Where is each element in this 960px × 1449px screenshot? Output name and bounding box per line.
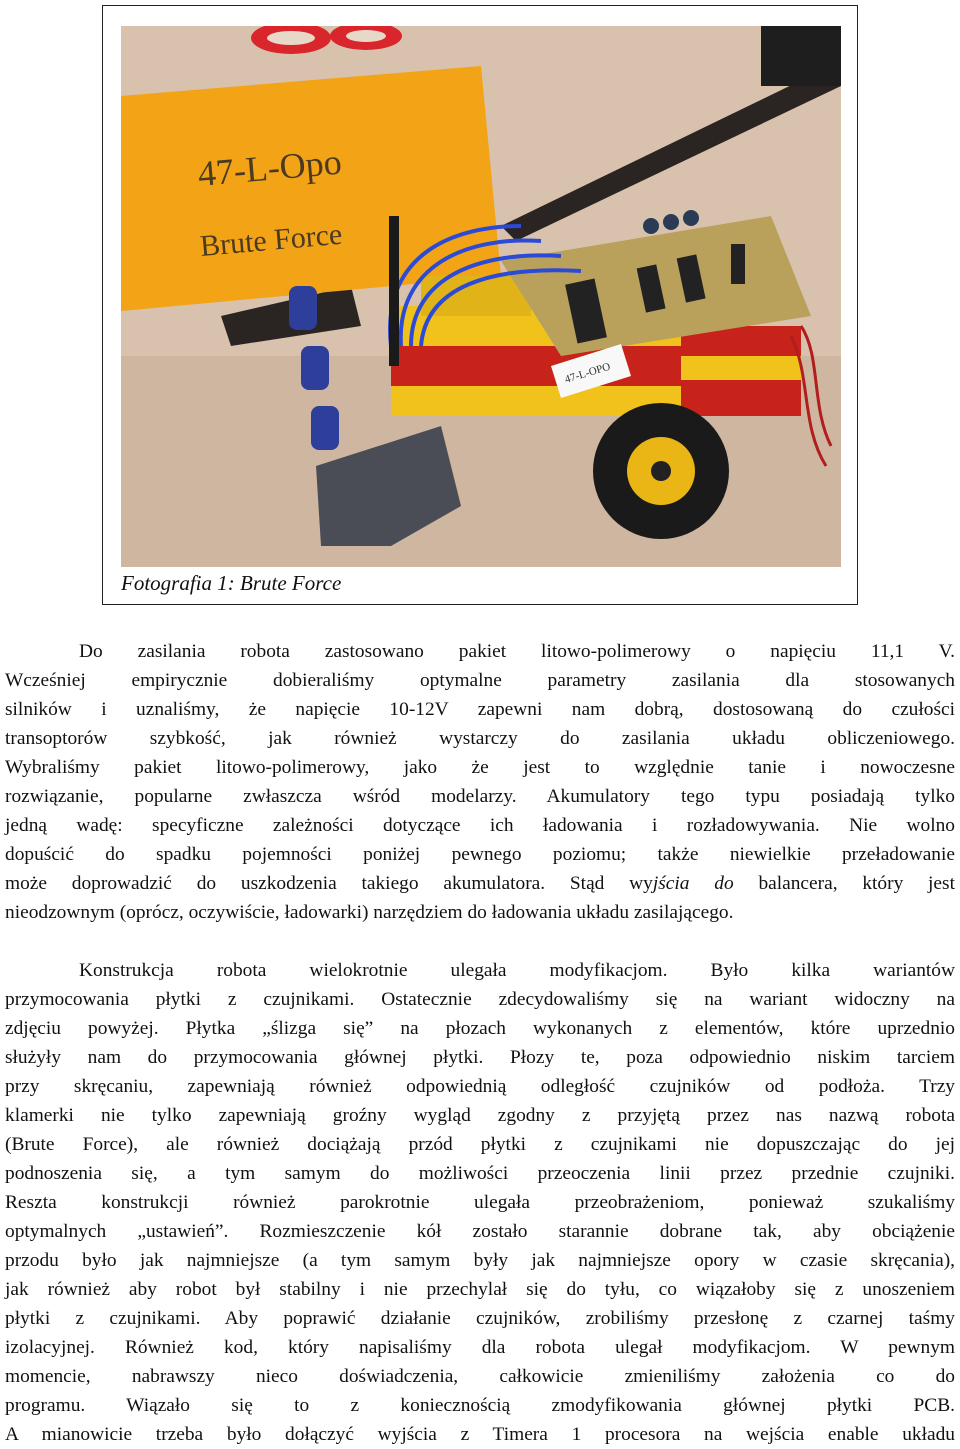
text-line: optymalnych „ustawień”. Rozmieszczenie kół zostało starannie dobrane tak, aby obciążenie [5, 1221, 955, 1242]
text-line: zdjęciu powyżej. Płytka „ślizga się” na płozach wykonanych z elementów, które uprzednio [5, 1018, 955, 1039]
sign-code-text: 47-L-Opo [196, 141, 344, 194]
text-line: podnoszenia się, a tym samym do możliwości przeoczenia linii przez przednie czujniki. [5, 1163, 955, 1184]
text-line: momencie, nabrawszy nieco doświadczenia, całkowicie zmieniliśmy założenia co do [5, 1366, 955, 1387]
text-line: programu. Wiązało się to z koniecznością zmodyfikowania głównej płytki PCB. [5, 1395, 955, 1416]
sign-name-text: Brute Force [198, 217, 344, 263]
text-line: (Brute Force), ale również dociążają przód płytki z czujnikami nie dopuszczając do jej [5, 1134, 955, 1155]
text-line: Konstrukcja robota wielokrotnie ulegała modyfikacjom. Było kilka wariantów [79, 960, 955, 981]
text-line: Wybraliśmy pakiet litowo-polimerowy, jako że jest to względnie tanie i nowoczesne [5, 757, 955, 778]
robot-photo [121, 26, 841, 567]
text-line: Wcześniej empirycznie dobieraliśmy optymalne parametry zasilania dla stosowanych [5, 670, 955, 691]
text-line: służyły nam do przymocowania głównej płytki. Płozy te, poza odpowiednio niskim tarciem [5, 1047, 955, 1068]
text-segment: balancera, który jest [733, 873, 955, 894]
text-line [5, 869, 955, 898]
text-line: silników i uznaliśmy, że napięcie 10-12V zapewni nam dobrą, dostosowaną do czułości [5, 699, 955, 720]
figure-caption: Fotografia 1: Brute Force [121, 571, 342, 595]
figure-frame [102, 5, 858, 605]
text-line: izolacyjnej. Również kod, który napisaliśmy dla robota ulegał modyfikacjom. W pewnym [5, 1337, 955, 1358]
text-line: Reszta konstrukcji również parokrotnie ulegała przeobrażeniom, ponieważ szukaliśmy [5, 1192, 955, 1213]
text-line: klamerki nie tylko zapewniają groźny wygląd zgodny z przyjętą przez nas nazwą robota [5, 1105, 955, 1126]
italic-text: jścia do [652, 873, 734, 894]
text-segment: może doprowadzić do uszkodzenia takiego akumulatora. Stąd wy [5, 873, 653, 894]
text-line: Do zasilania robota zastosowano pakiet litowo-polimerowy o napięciu 11,1 V. [79, 641, 955, 662]
text-line: przy skręcaniu, zapewniają również odpowiednią odległość czujników od podłoża. Trzy [5, 1076, 955, 1097]
text-line: płytki z czujnikami. Aby poprawić działanie czujników, zrobiliśmy przesłonę z czarnej taśmy [5, 1308, 955, 1329]
text-line: nieodzownym (oprócz, oczywiście, ładowarki) narzędziem do ładowania układu zasilającego. [5, 902, 734, 923]
text-line: transoptorów szybkość, jak również wystarczy do zasilania układu obliczeniowego. [5, 728, 955, 749]
robot-label-text: 47-L-OPO [563, 360, 612, 386]
text-line: jedną wadę: specyficzne zależności dotyczące ich ładowania i rozładowywania. Nie wolno [5, 815, 955, 836]
paragraph-power-supply [5, 637, 955, 927]
text-line: rozwiązanie, popularne zwłaszcza wśród modelarzy. Akumulatory tego typu posiadają tylko [5, 786, 955, 807]
text-line: przymocowania płytki z czujnikami. Ostatecznie zdecydowaliśmy się na wariant widoczny na [5, 989, 955, 1010]
text-line: przodu było jak najmniejsze (a tym samym były jak najmniejsze opory w czasie skręcania), [5, 1250, 955, 1271]
paragraph-construction [5, 956, 955, 1449]
text-line: dopuścić do spadku pojemności poniżej pewnego poziomu; także niewielkie przeładowanie [5, 844, 955, 865]
text-line: A mianowicie trzeba było dołączyć wyjścia z Timera 1 procesora na wejścia enable układu [5, 1424, 955, 1445]
text-line: jak również aby robot był stabilny i nie przechylał się do tyłu, co wiązałoby się z unoszeniem [5, 1279, 955, 1300]
